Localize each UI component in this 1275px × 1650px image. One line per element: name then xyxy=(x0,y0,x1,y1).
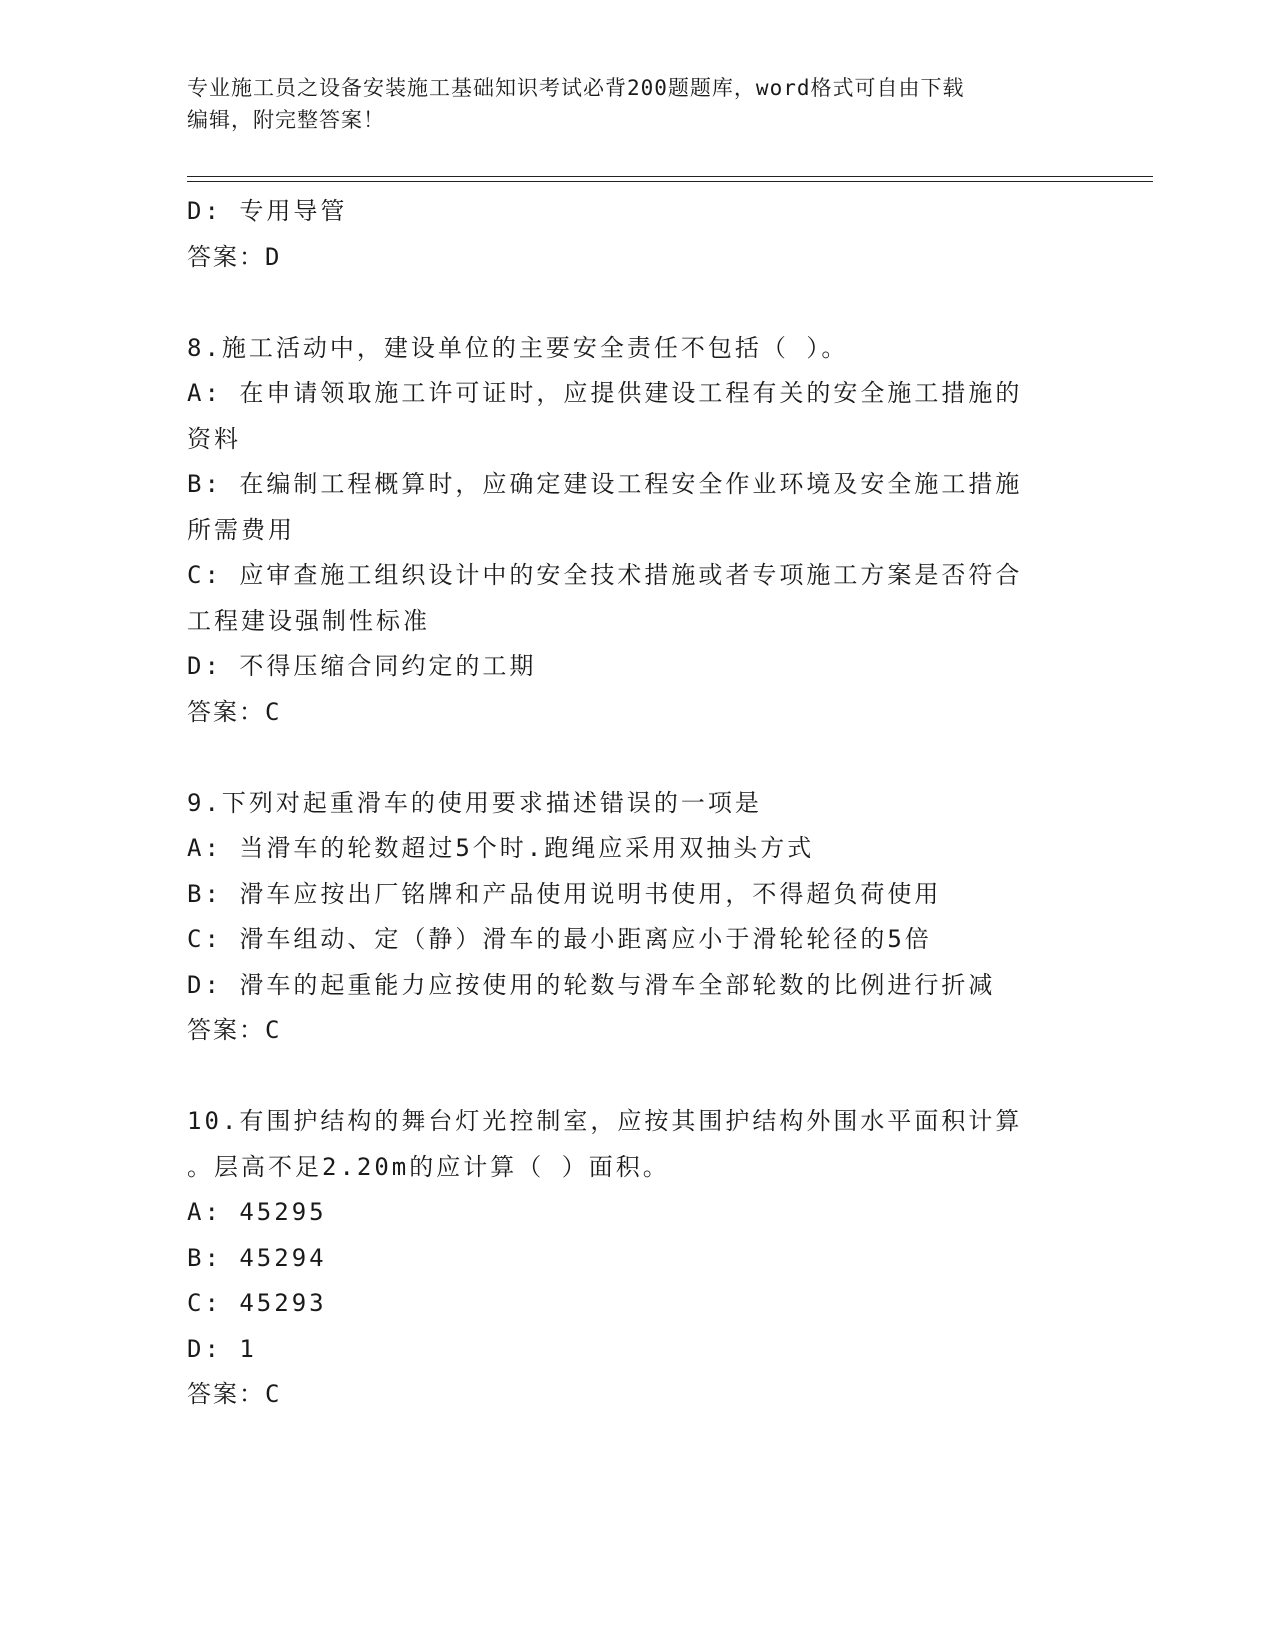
option-b-line-2: 所需费用 xyxy=(187,515,295,544)
answer: 答案：C xyxy=(187,1380,282,1408)
option-d: D: 不得压缩合同约定的工期 xyxy=(187,652,537,680)
question-stem-line-1: 10.有围护结构的舞台灯光控制室，应按其围护结构外围水平面积计算 xyxy=(187,1107,1023,1135)
option-a-line-2: 资料 xyxy=(187,424,241,453)
document-header xyxy=(187,72,1067,136)
answer: 答案：C xyxy=(187,1016,282,1044)
question-stem: 9.下列对起重滑车的使用要求描述错误的一项是 xyxy=(187,788,762,817)
option-c: C: 滑车组动、定（静）滑车的最小距离应小于滑轮轮径的5倍 xyxy=(187,925,932,953)
question-stem: 8.施工活动中，建设单位的主要安全责任不包括（ ）。 xyxy=(187,333,849,362)
answer: 答案：D xyxy=(187,242,282,271)
option-b: B: 滑车应按出厂铭牌和产品使用说明书使用，不得超负荷使用 xyxy=(187,879,942,908)
option-d: D: 滑车的起重能力应按使用的轮数与滑车全部轮数的比例进行折减 xyxy=(187,970,996,999)
spacer xyxy=(187,735,1087,781)
header-title-line-1: 专业施工员之设备安装施工基础知识考试必背200题题库，word格式可自由下载 xyxy=(187,76,965,100)
option-a: A: 当滑车的轮数超过5个时.跑绳应采用双抽头方式 xyxy=(187,834,815,862)
header-divider-top xyxy=(187,176,1153,177)
question-stem-line-2: 。层高不足2.20m的应计算（ ）面积。 xyxy=(187,1152,670,1181)
answer: 答案：C xyxy=(187,697,282,726)
previous-question-tail xyxy=(187,189,1087,280)
header-title-line-2: 编辑，附完整答案！ xyxy=(187,108,385,132)
option-d: D: 专用导管 xyxy=(187,197,348,225)
option-c-line-1: C: 应审查施工组织设计中的安全技术措施或者专项施工方案是否符合 xyxy=(187,561,1023,589)
option-b: B: 45294 xyxy=(187,1243,327,1272)
option-d: D: 1 xyxy=(187,1334,257,1363)
header-divider-bottom xyxy=(187,181,1153,182)
spacer xyxy=(187,1054,1087,1100)
option-a-line-1: A: 在申请领取施工许可证时，应提供建设工程有关的安全施工措施的 xyxy=(187,379,1023,407)
spacer xyxy=(187,280,1087,326)
question-10 xyxy=(187,1099,1087,1418)
option-c: C: 45293 xyxy=(187,1289,327,1317)
option-b-line-1: B: 在编制工程概算时，应确定建设工程安全作业环境及安全施工措施 xyxy=(187,470,1023,498)
option-c-line-2: 工程建设强制性标准 xyxy=(187,606,430,635)
question-9 xyxy=(187,781,1087,1054)
option-a: A: 45295 xyxy=(187,1198,327,1226)
question-list xyxy=(187,189,1087,1418)
question-8 xyxy=(187,326,1087,736)
